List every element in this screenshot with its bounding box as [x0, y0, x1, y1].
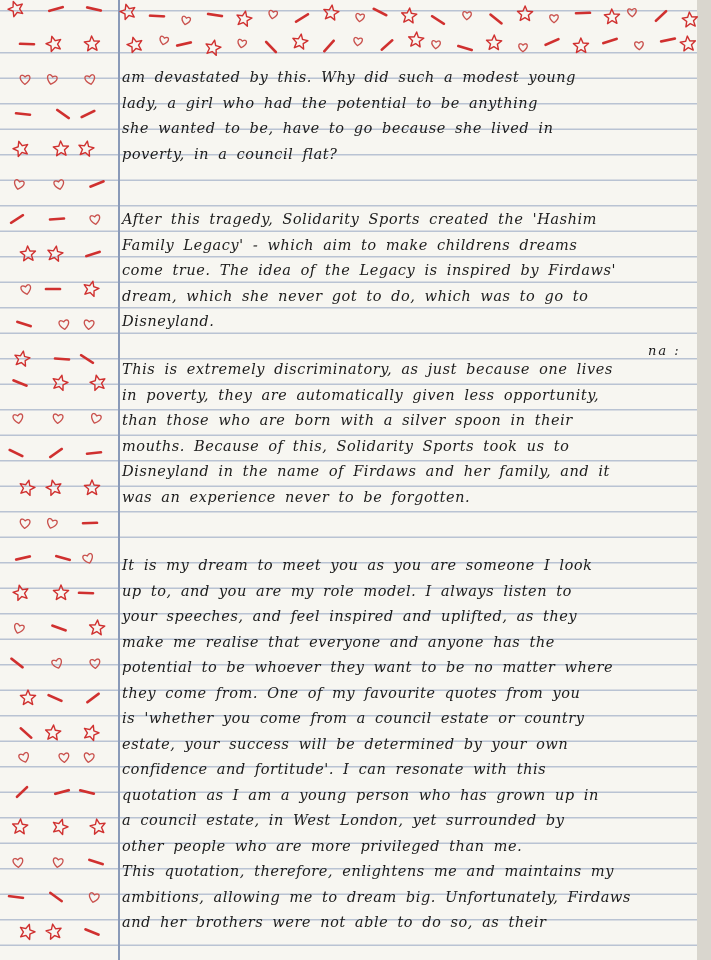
dash-doodle-icon [17, 787, 27, 797]
star-doodle-icon [45, 923, 62, 940]
heart-doodle-icon [237, 39, 247, 48]
star-doodle-icon [84, 36, 100, 51]
heart-doodle-icon [46, 518, 58, 530]
star-doodle-icon [486, 35, 502, 50]
star-doodle-icon [51, 373, 69, 391]
heart-doodle-icon [53, 414, 63, 424]
star-doodle-icon [235, 10, 253, 27]
dash-doodle-icon [16, 556, 30, 559]
star-doodle-icon [20, 246, 36, 261]
star-doodle-icon [20, 690, 35, 705]
dash-doodle-icon [86, 929, 99, 934]
dash-doodle-icon [50, 449, 61, 457]
paragraph-1 [122, 66, 692, 168]
heart-doodle-icon [13, 623, 25, 635]
dash-doodle-icon [21, 728, 31, 737]
star-doodle-icon [291, 33, 308, 50]
heart-doodle-icon [181, 16, 191, 26]
heart-doodle-icon [20, 75, 30, 84]
paragraph-2 [122, 208, 692, 336]
star-doodle-icon [573, 38, 588, 53]
dash-doodle-icon [87, 7, 101, 10]
dash-doodle-icon [81, 355, 93, 363]
dash-doodle-icon [91, 181, 104, 186]
dash-doodle-icon [14, 380, 27, 385]
star-doodle-icon [53, 141, 69, 156]
text-line: your speeches, and feel inspired and uplifted, as they [122, 609, 578, 625]
heart-doodle-icon [59, 320, 70, 330]
dash-doodle-icon [55, 359, 69, 360]
heart-doodle-icon [355, 13, 364, 22]
dash-doodle-icon [80, 790, 94, 793]
text-line: was an experience never to be forgotten. [122, 489, 471, 506]
heart-doodle-icon [519, 44, 528, 52]
dash-doodle-icon [177, 42, 191, 45]
dash-doodle-icon [266, 42, 276, 52]
star-doodle-icon [12, 818, 28, 834]
text-line: dream, which she never got to do, which was to go to [122, 288, 589, 305]
text-line: potential to be whoever they want to be no matter where [122, 660, 614, 676]
text-line: come true. The idea of the Legacy is inspired by Firdaws' [122, 263, 617, 279]
margin-line [118, 0, 120, 960]
dash-doodle-icon [89, 860, 102, 864]
text-line: Family Legacy' - which aim to make childrens dreams [122, 237, 578, 254]
dash-doodle-icon [661, 39, 675, 42]
dash-doodle-icon [50, 893, 61, 901]
heart-doodle-icon [13, 858, 23, 868]
star-doodle-icon [517, 6, 532, 21]
text-line: After this tragedy, Solidarity Sports created the 'Hashim [122, 212, 597, 228]
heart-doodle-icon [90, 215, 101, 225]
dash-doodle-icon [11, 659, 22, 668]
heart-doodle-icon [53, 179, 64, 190]
heart-doodle-icon [90, 413, 102, 425]
dash-doodle-icon [86, 252, 99, 256]
star-doodle-icon [680, 35, 696, 51]
dash-doodle-icon [17, 322, 30, 326]
text-line: This quotation, therefore, enlightens me and maintains my [122, 864, 614, 880]
star-doodle-icon [53, 585, 68, 600]
heart-doodle-icon [20, 284, 31, 295]
heart-doodle-icon [52, 858, 63, 868]
star-doodle-icon [401, 7, 417, 23]
text-line: she wanted to be, have to go because she lived in [122, 121, 554, 137]
text-line: than those who are born with a silver spoon in their [122, 413, 573, 429]
text-line: make me realise that everyone and anyone has the [122, 634, 555, 651]
dash-doodle-icon [656, 11, 666, 21]
heart-doodle-icon [90, 659, 100, 669]
dash-doodle-icon [55, 790, 69, 794]
heart-doodle-icon [159, 36, 169, 46]
text-line: poverty, in a council flat? [122, 146, 338, 163]
dash-doodle-icon [87, 694, 98, 702]
text-line: they come from. One of my favourite quotes from you [122, 685, 581, 702]
text-line: lady, a girl who had the potential to be anything [122, 95, 539, 112]
dash-doodle-icon [432, 16, 444, 24]
text-line: up to, and you are my role model. I always listen to [122, 583, 572, 600]
star-doodle-icon [119, 2, 137, 20]
dash-doodle-icon [49, 695, 62, 701]
star-doodle-icon [45, 478, 63, 496]
star-doodle-icon [18, 478, 36, 496]
text-line: in poverty, they are automatically given less opportunity, [122, 387, 600, 404]
heart-doodle-icon [84, 74, 95, 85]
dash-doodle-icon [324, 41, 333, 51]
star-doodle-icon [82, 279, 100, 297]
page-edge [697, 0, 711, 960]
heart-doodle-icon [13, 179, 25, 190]
star-doodle-icon [51, 817, 70, 835]
dash-doodle-icon [50, 219, 64, 220]
dash-doodle-icon [10, 450, 23, 456]
text-line: mouths. Because of this, Solidarity Sports took us to [122, 438, 570, 455]
top-doodle-border [118, 0, 711, 70]
text-line: am devastated by this. Why did such a modest young [122, 70, 577, 86]
margin-doodles [0, 0, 118, 960]
star-doodle-icon [46, 245, 63, 262]
star-doodle-icon [82, 723, 101, 741]
star-doodle-icon [11, 139, 30, 157]
text-line: a council estate, in West London, yet surrounded by [122, 813, 565, 829]
text-line: Disneyland. [122, 314, 215, 330]
heart-doodle-icon [635, 42, 644, 50]
star-doodle-icon [89, 373, 107, 391]
dash-doodle-icon [11, 215, 23, 223]
star-doodle-icon [18, 922, 37, 940]
heart-doodle-icon [431, 40, 440, 49]
dash-doodle-icon [49, 7, 62, 11]
text-line: This is extremely discriminatory, as just because one lives [122, 362, 613, 378]
dash-doodle-icon [546, 39, 559, 45]
star-doodle-icon [682, 11, 698, 27]
heart-doodle-icon [88, 892, 99, 903]
star-doodle-icon [77, 140, 94, 157]
dash-doodle-icon [82, 111, 95, 117]
star-doodle-icon [13, 350, 30, 367]
heart-doodle-icon [353, 37, 362, 46]
dash-doodle-icon [150, 16, 164, 17]
paragraph-4 [122, 554, 692, 937]
heart-doodle-icon [268, 10, 278, 19]
text-line: and her brothers were not able to do so, as their [122, 915, 547, 931]
dash-doodle-icon [16, 113, 30, 114]
text-line: It is my dream to meet you as you are someone I look [122, 558, 593, 574]
star-doodle-icon [604, 9, 620, 24]
text-line: estate, your success will be determined by your own [122, 736, 569, 753]
text-line: confidence and fortitude'. I can resonate with this [122, 762, 547, 778]
heart-doodle-icon [20, 519, 30, 529]
heart-doodle-icon [18, 752, 30, 764]
heart-doodle-icon [463, 12, 472, 20]
heart-doodle-icon [46, 74, 58, 85]
star-doodle-icon [45, 724, 61, 740]
text-line: Disneyland in the name of Firdaws and her family, and it [122, 464, 610, 480]
dash-doodle-icon [603, 39, 616, 43]
heart-doodle-icon [82, 553, 94, 565]
dash-doodle-icon [374, 9, 386, 15]
dash-doodle-icon [57, 110, 68, 118]
margin-note: na : [648, 344, 681, 359]
text-line: quotation as I am a young person who has grown up in [122, 787, 599, 804]
dash-doodle-icon [9, 896, 23, 898]
dash-doodle-icon [56, 556, 69, 560]
dash-doodle-icon [208, 14, 222, 16]
dash-doodle-icon [52, 626, 65, 631]
heart-doodle-icon [550, 15, 558, 23]
text-line: is 'whether you come from a council estate or country [122, 711, 585, 727]
star-doodle-icon [126, 35, 144, 53]
star-doodle-icon [12, 583, 30, 601]
text-line: ambitions, allowing me to dream big. Unfortunately, Firdaws [122, 889, 631, 906]
star-doodle-icon [323, 4, 340, 20]
heart-doodle-icon [84, 320, 94, 330]
dash-doodle-icon [458, 46, 471, 50]
star-doodle-icon [408, 31, 424, 47]
dash-doodle-icon [382, 40, 392, 49]
star-doodle-icon [44, 34, 63, 52]
dash-doodle-icon [87, 452, 101, 453]
star-doodle-icon [6, 0, 25, 18]
paragraph-3 [122, 358, 692, 511]
heart-doodle-icon [83, 753, 94, 763]
star-doodle-icon [84, 480, 99, 495]
heart-doodle-icon [628, 9, 637, 17]
heart-doodle-icon [51, 658, 63, 670]
star-doodle-icon [89, 619, 105, 635]
dash-doodle-icon [491, 15, 502, 24]
heart-doodle-icon [13, 414, 24, 424]
dash-doodle-icon [296, 14, 308, 21]
text-line: other people who are more privileged than me. [122, 838, 523, 855]
heart-doodle-icon [59, 753, 69, 763]
star-doodle-icon [89, 818, 106, 835]
star-doodle-icon [204, 39, 222, 56]
